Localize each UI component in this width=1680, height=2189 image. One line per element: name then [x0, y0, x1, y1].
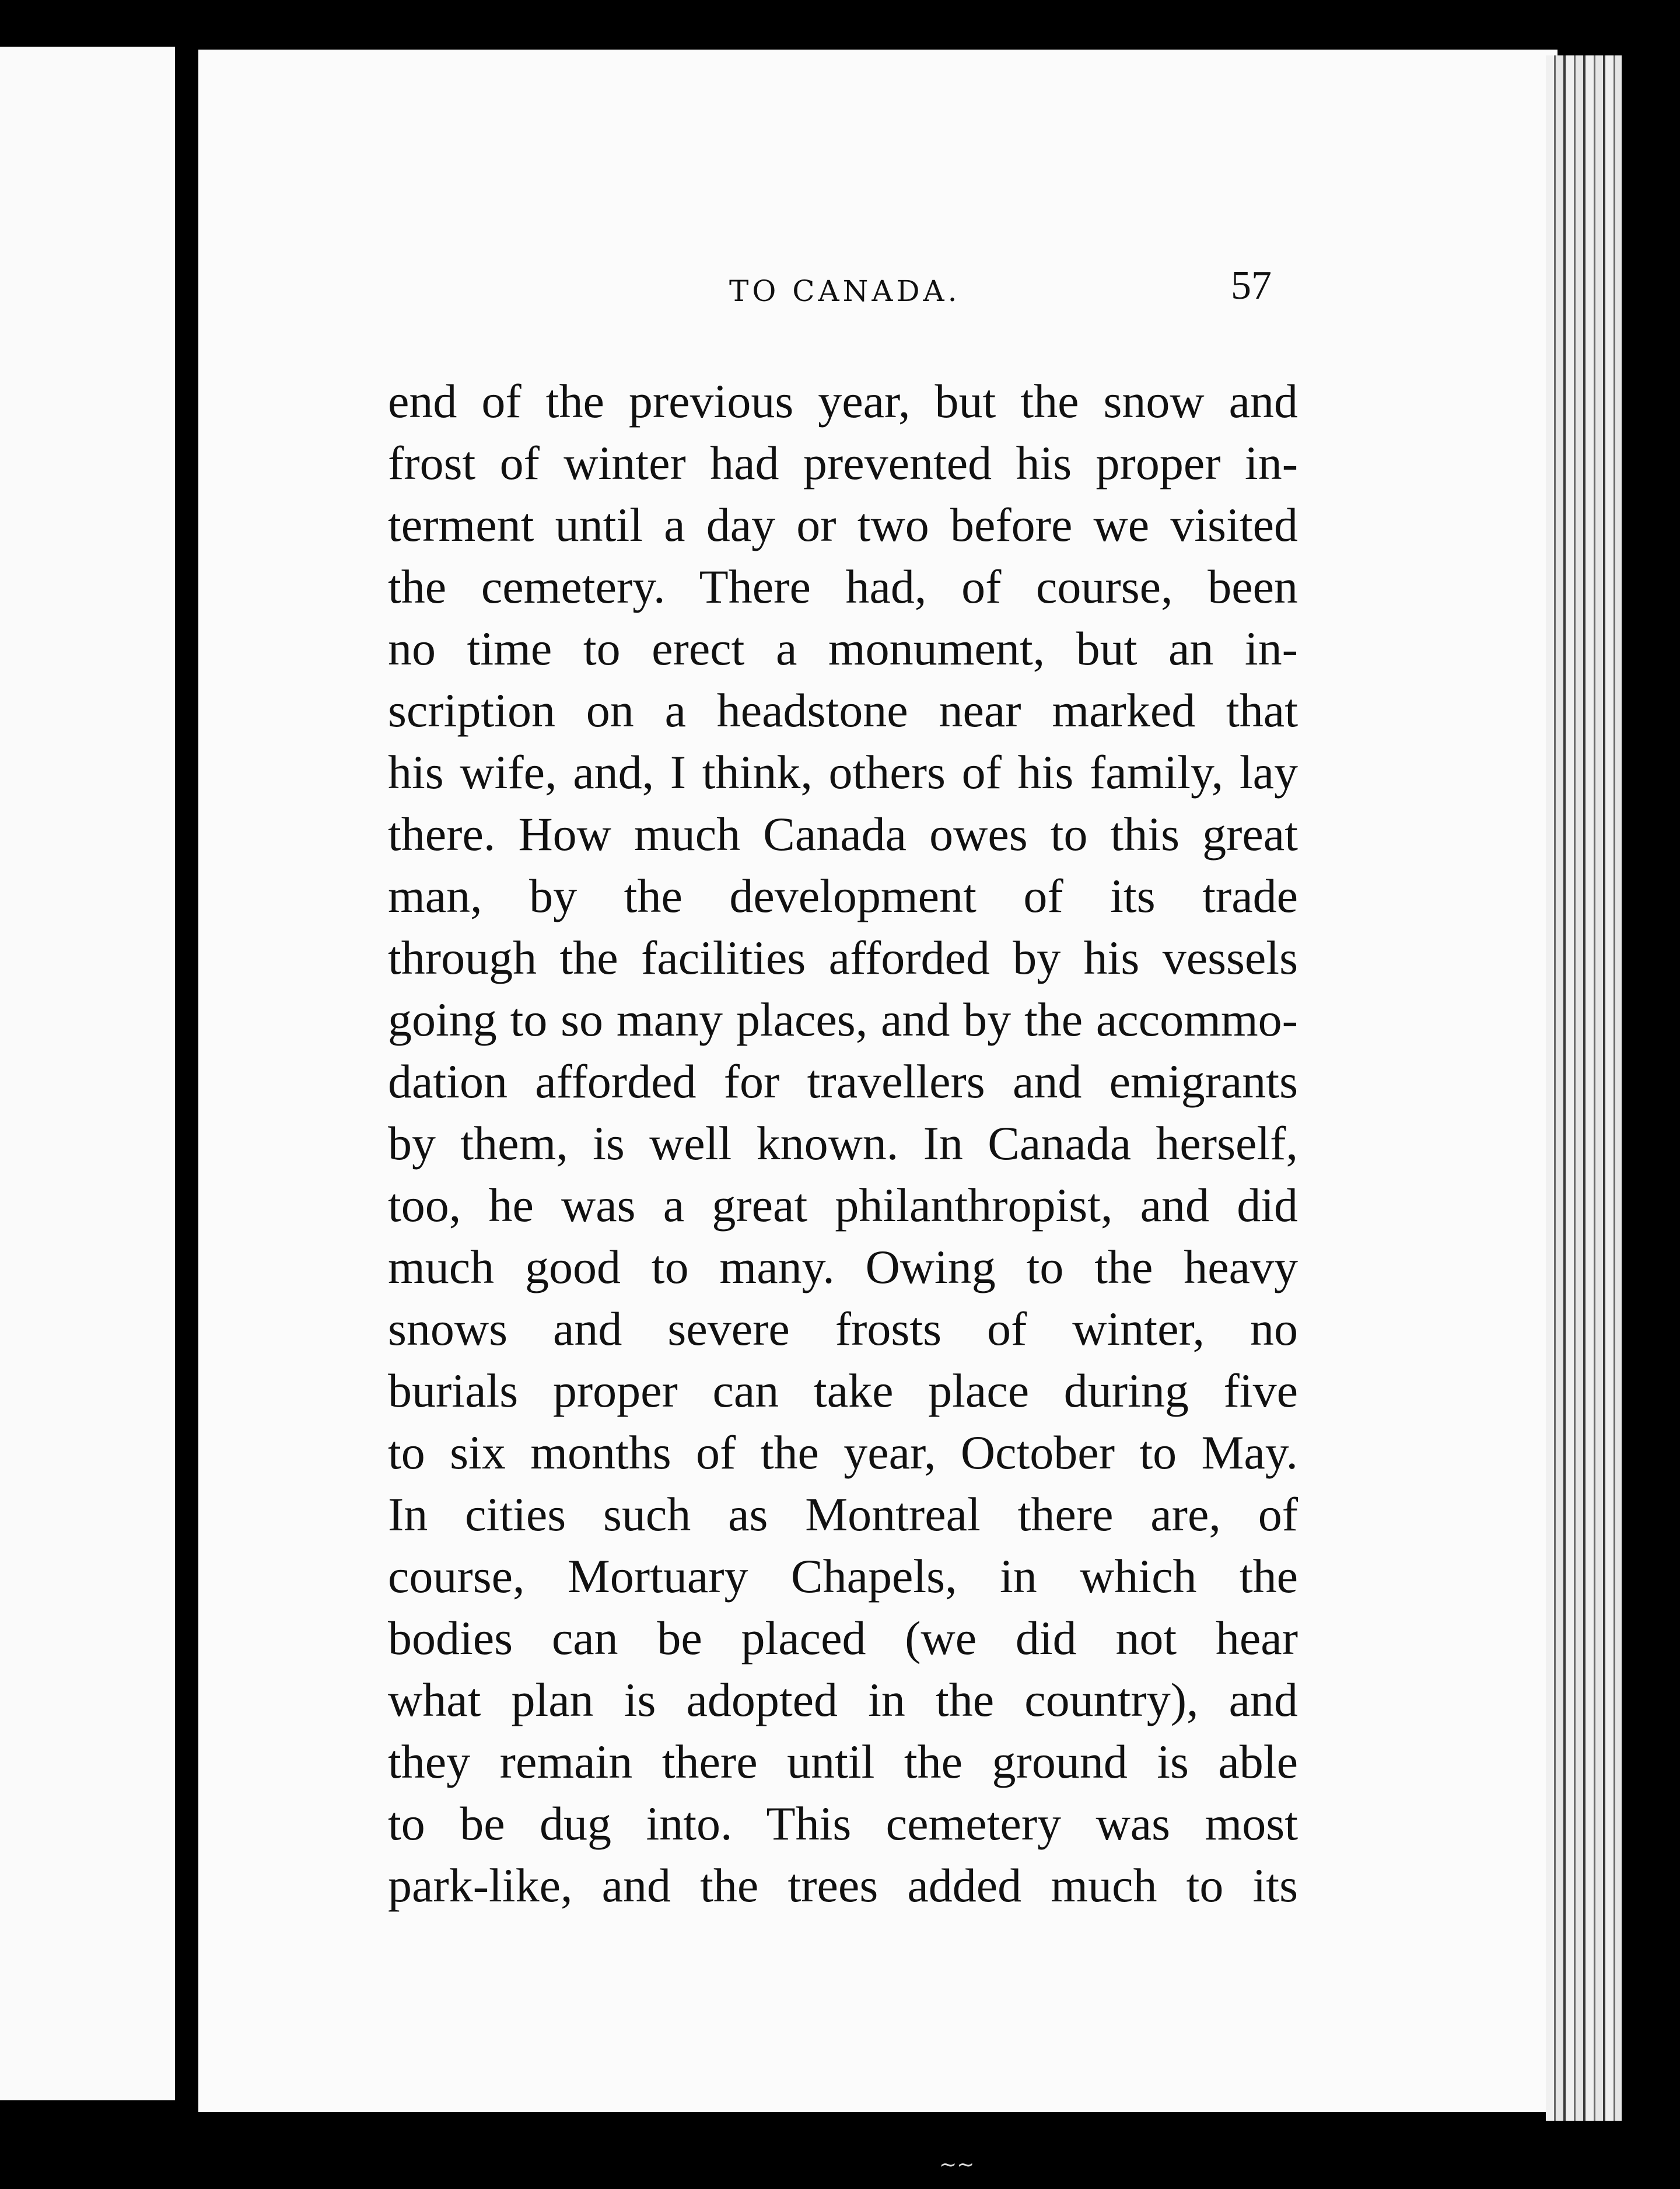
text-line: In cities such as Montreal there are, of: [388, 1488, 1298, 1541]
text-line: what plan is adopted in the country), and: [388, 1673, 1298, 1726]
text-line: going to so many places, and by the accommo-: [388, 993, 1298, 1046]
text-line: by them, is well known. In Canada herself,: [388, 1117, 1298, 1170]
text-line: there. How much Canada owes to this great: [388, 807, 1298, 861]
text-line: no time to erect a monument, but an in-: [388, 622, 1298, 675]
text-line: his wife, and, I think, others of his family, lay: [388, 746, 1298, 799]
text-line: frost of winter had prevented his proper in-: [388, 436, 1298, 489]
text-line: terment until a day or two before we visited: [388, 498, 1298, 551]
text-line: end of the previous year, but the snow and: [388, 375, 1298, 428]
text-line: burials proper can take place during five: [388, 1364, 1298, 1417]
text-line: scription on a headstone near marked that: [388, 684, 1298, 737]
text-line: man, by the development of its trade: [388, 869, 1298, 922]
page-edges: [1546, 55, 1622, 2121]
text-line: they remain there until the ground is able: [388, 1735, 1298, 1788]
page-number: 57: [1231, 263, 1272, 308]
text-line: to six months of the year, October to May.: [388, 1426, 1298, 1479]
scan-ornament-icon: ~~: [939, 2153, 975, 2177]
text-line: park-like, and the trees added much to its: [388, 1859, 1298, 1912]
text-line: the cemetery. There had, of course, been: [388, 560, 1298, 613]
text-line: much good to many. Owing to the heavy: [388, 1240, 1298, 1293]
text-line: course, Mortuary Chapels, in which the: [388, 1550, 1298, 1603]
body-text: [388, 370, 1298, 1917]
text-line: through the facilities afforded by his vessels: [388, 931, 1298, 984]
text-line: snows and severe frosts of winter, no: [388, 1302, 1298, 1355]
text-line: too, he was a great philanthropist, and did: [388, 1179, 1298, 1232]
book-gutter: [175, 35, 198, 2124]
text-line: dation afforded for travellers and emigrants: [388, 1055, 1298, 1108]
running-head: TO CANADA.: [729, 274, 961, 308]
text-line: to be dug into. This cemetery was most: [388, 1797, 1298, 1850]
text-line: bodies can be placed (we did not hear: [388, 1611, 1298, 1665]
left-page: [0, 47, 181, 2100]
